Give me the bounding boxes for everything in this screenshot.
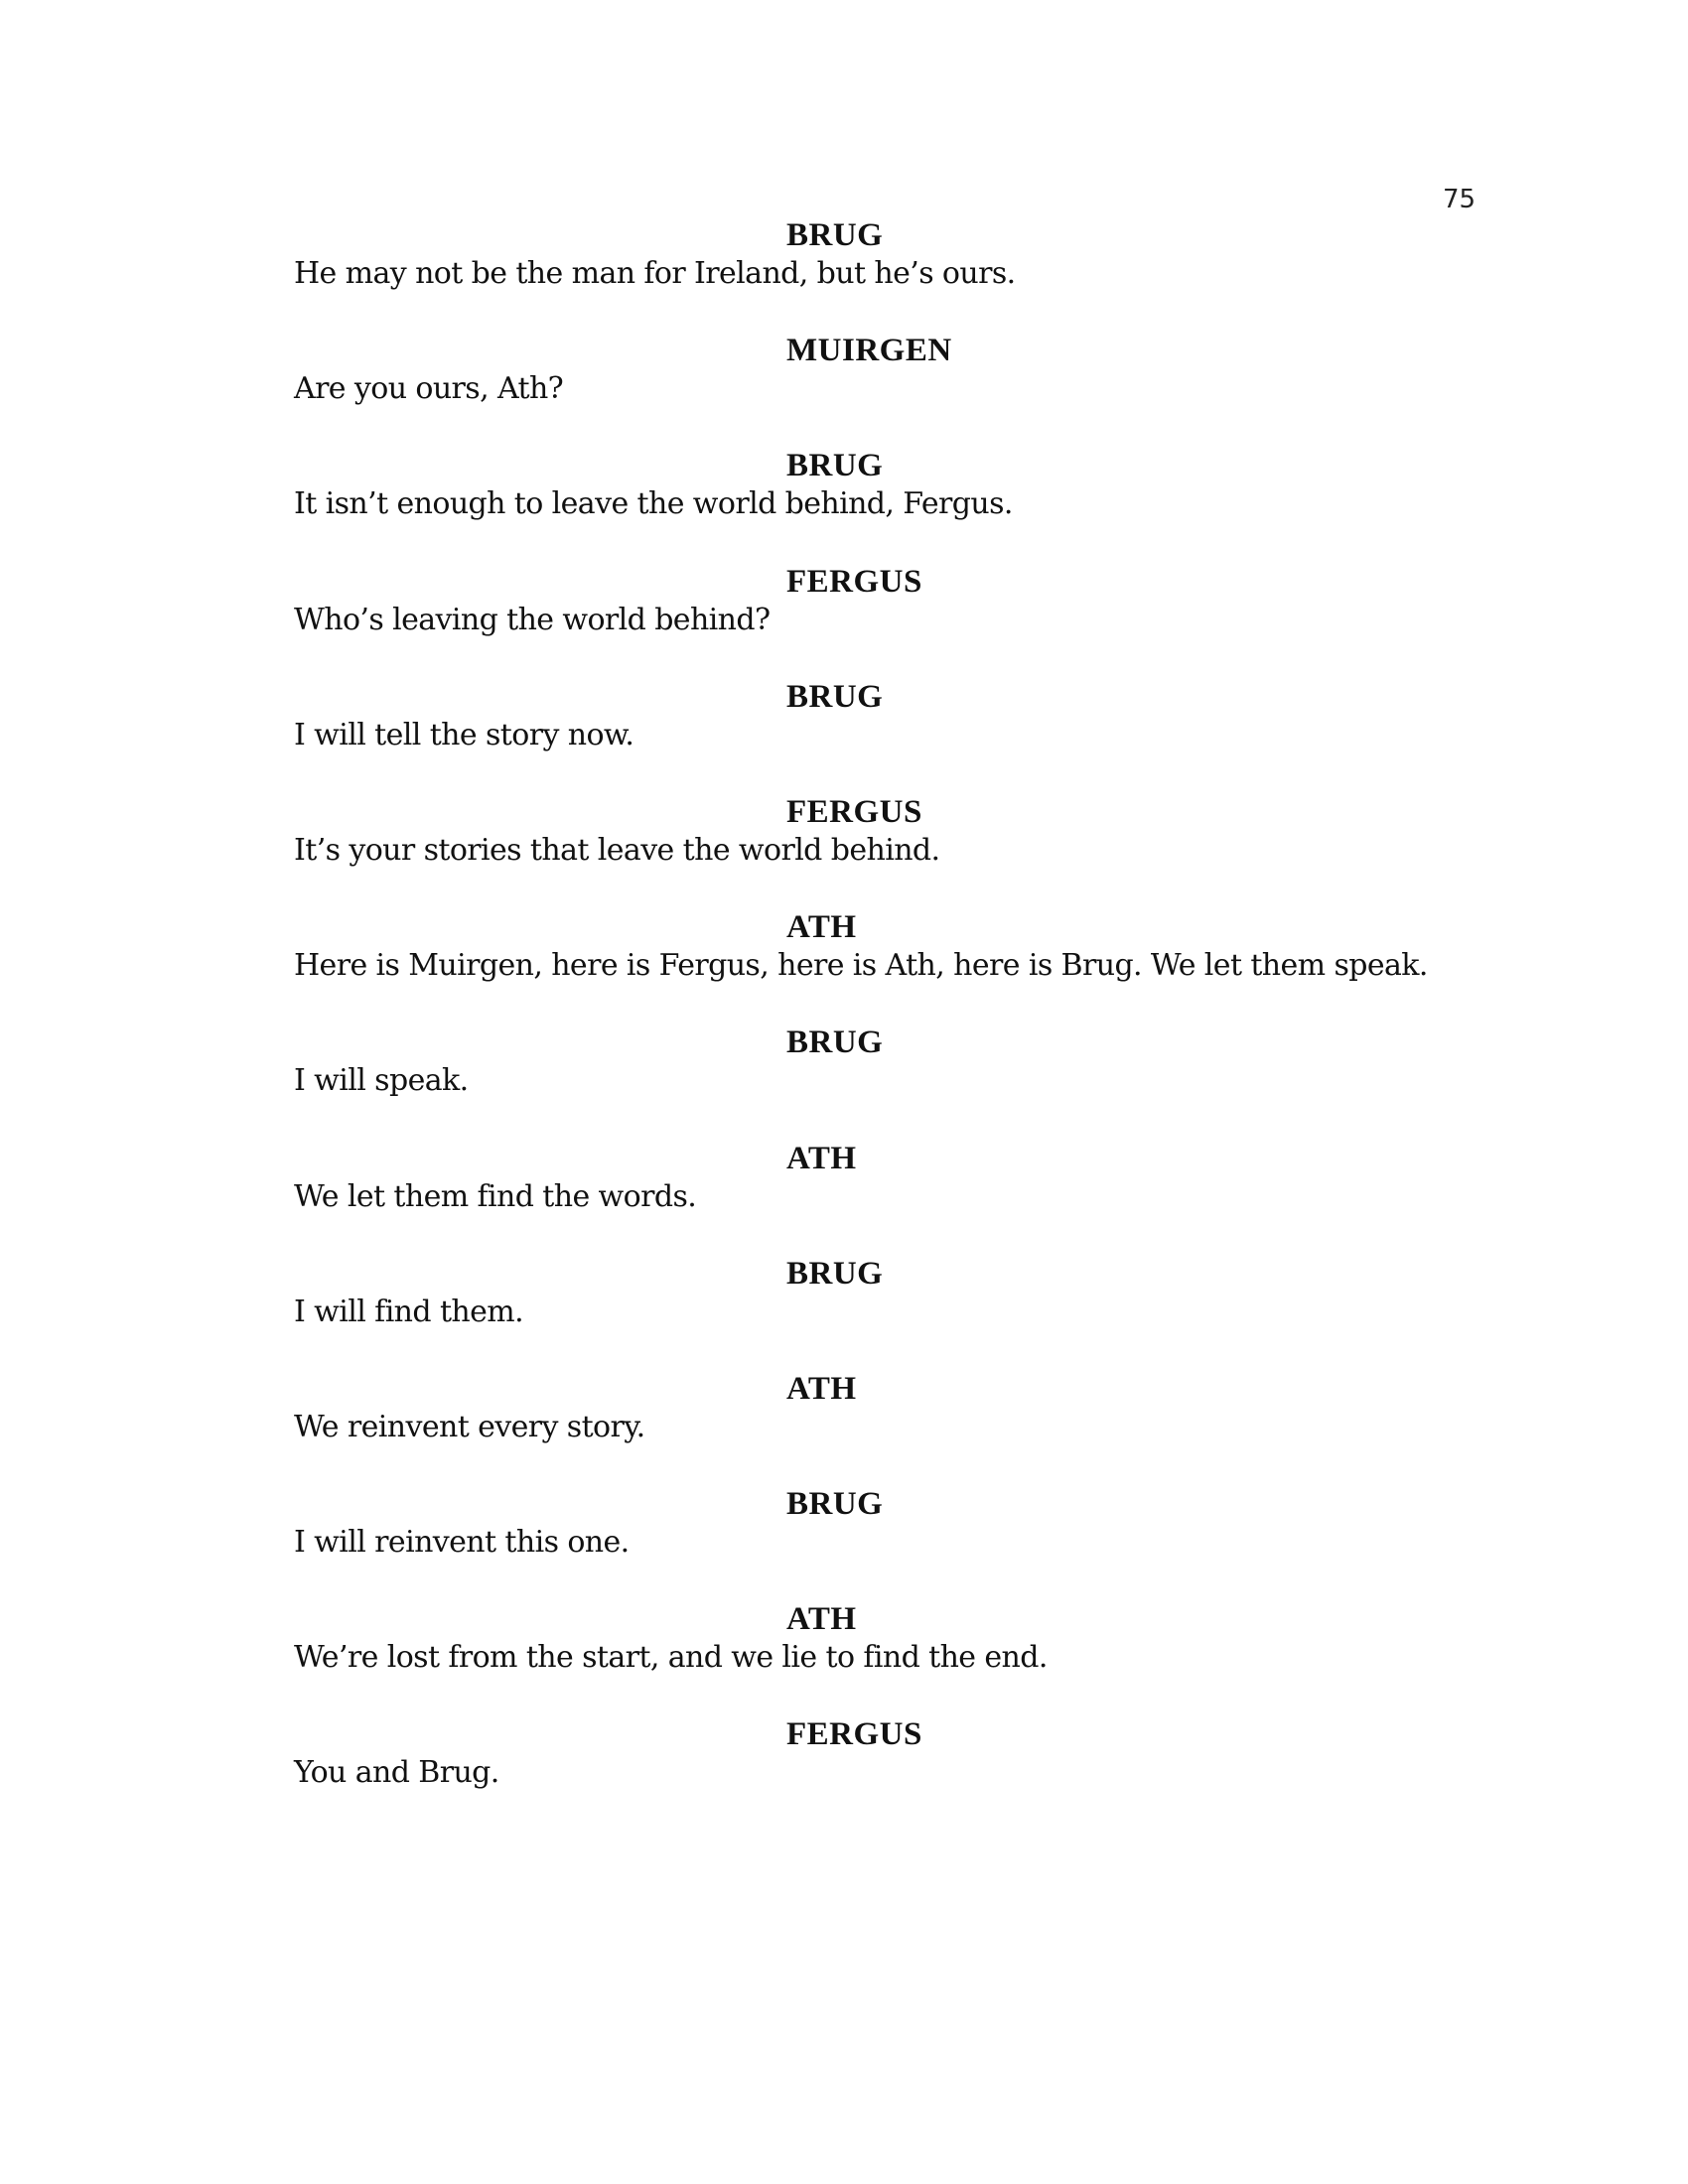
- dialogue-line: I will speak.: [294, 1063, 469, 1099]
- dialogue-block: [294, 216, 1505, 332]
- dialogue-block: [294, 1715, 1505, 1831]
- dialogue-block: [294, 1255, 1505, 1370]
- dialogue-line: I will tell the story now.: [294, 717, 634, 752]
- dialogue-block: [294, 563, 1505, 678]
- dialogue-line: I will reinvent this one.: [294, 1525, 630, 1561]
- speaker-name: ATH: [786, 909, 857, 946]
- dialogue-line: Are you ours, Ath?: [294, 371, 564, 407]
- dialogue-block: [294, 1600, 1505, 1715]
- page-number: 75: [1443, 185, 1477, 214]
- speaker-name: FERGUS: [786, 793, 922, 830]
- speaker-name: MUIRGEN: [786, 333, 952, 369]
- dialogue-block: [294, 793, 1505, 908]
- dialogue-block: [294, 332, 1505, 447]
- dialogue-line: We reinvent every story.: [294, 1409, 645, 1444]
- dialogue-block: [294, 447, 1505, 562]
- speaker-name: FERGUS: [786, 1716, 922, 1753]
- speaker-name: BRUG: [786, 1486, 884, 1523]
- speaker-name: BRUG: [786, 1024, 884, 1061]
- dialogue-block: [294, 908, 1505, 1024]
- speaker-name: ATH: [786, 1140, 857, 1176]
- speaker-name: ATH: [786, 1370, 857, 1407]
- dialogue-block: [294, 1024, 1505, 1139]
- speaker-name: BRUG: [786, 217, 884, 253]
- dialogue-block: [294, 1140, 1505, 1255]
- dialogue-line: It’s your stories that leave the world behind.: [294, 832, 940, 868]
- speaker-name: BRUG: [786, 448, 884, 484]
- dialogue-block: [294, 1485, 1505, 1600]
- speaker-name: BRUG: [786, 678, 884, 715]
- dialogue-line: We’re lost from the start, and we lie to find the end.: [294, 1640, 1048, 1676]
- dialogue-line: We let them find the words.: [294, 1178, 697, 1214]
- speaker-name: ATH: [786, 1601, 857, 1638]
- dialogue-block: [294, 678, 1505, 793]
- dialogue-line: Who’s leaving the world behind?: [294, 602, 771, 637]
- dialogue-block: [294, 1370, 1505, 1485]
- dialogue-line: He may not be the man for Ireland, but he’s ours.: [294, 256, 1016, 291]
- speaker-name: BRUG: [786, 1255, 884, 1292]
- dialogue-line: Here is Muirgen, here is Fergus, here is Ath, here is Brug. We let them speak.: [294, 948, 1428, 984]
- dialogue-line: I will find them.: [294, 1294, 524, 1329]
- dialogue-line: It isn’t enough to leave the world behind, Fergus.: [294, 486, 1013, 522]
- speaker-name: FERGUS: [786, 563, 922, 600]
- script-dialogue: [294, 216, 1505, 1832]
- dialogue-line: You and Brug.: [294, 1755, 499, 1791]
